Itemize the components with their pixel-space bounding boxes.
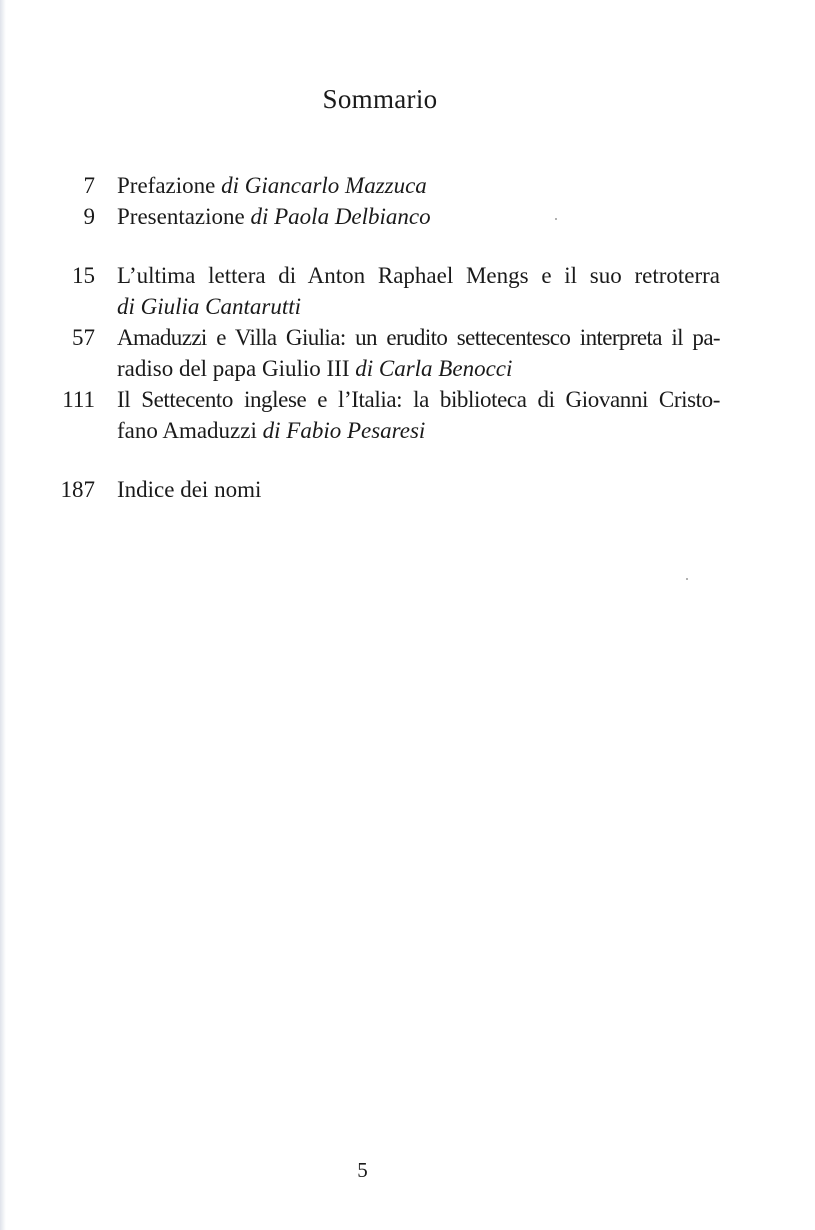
toc-title: Amaduzzi e Villa Giulia: un erudito settecentesco interpreta il pa- bbox=[117, 325, 720, 350]
toc-title: Il Settecento inglese e l’Italia: la biblioteca di Giovanni Cristo- bbox=[117, 387, 720, 412]
toc-line bbox=[117, 201, 720, 232]
page-title: Sommario bbox=[322, 84, 438, 114]
toc-page-number: 7 bbox=[83, 173, 95, 198]
toc-line bbox=[117, 260, 720, 291]
toc-entry-text bbox=[117, 170, 720, 201]
toc-author: di Giancarlo Mazzuca bbox=[221, 173, 427, 198]
toc-page-number: 187 bbox=[60, 477, 95, 502]
toc-line bbox=[117, 170, 720, 201]
toc-line bbox=[117, 322, 720, 353]
toc-author: di Paola Delbianco bbox=[250, 204, 431, 229]
section-gap bbox=[40, 446, 720, 474]
toc-line bbox=[117, 353, 720, 384]
section-gap bbox=[40, 232, 720, 260]
toc-page-number: 15 bbox=[72, 263, 95, 288]
toc-entry-mengs bbox=[40, 260, 720, 322]
toc-line bbox=[117, 415, 720, 446]
toc-page-number: 9 bbox=[83, 204, 95, 229]
toc-page-number: 111 bbox=[62, 387, 95, 412]
toc-title: radiso del papa Giulio III bbox=[117, 356, 356, 381]
toc-entry-text bbox=[117, 201, 720, 232]
toc-page-number: 57 bbox=[72, 325, 95, 350]
toc-title: Prefazione bbox=[117, 173, 222, 198]
toc-title: fano Amaduzzi bbox=[117, 418, 263, 443]
toc-title: Presentazione bbox=[117, 204, 251, 229]
toc-title: Indice dei nomi bbox=[117, 477, 262, 502]
toc-entry-indice bbox=[40, 474, 720, 505]
toc-line bbox=[117, 384, 720, 415]
toc-author: di Fabio Pesaresi bbox=[262, 418, 426, 443]
page-number: 5 bbox=[357, 1158, 368, 1182]
toc-author: di Carla Benocci bbox=[355, 356, 513, 381]
toc-entry-settecento-inglese bbox=[40, 384, 720, 446]
toc-entry-text bbox=[117, 260, 720, 322]
paper-speck bbox=[555, 218, 557, 220]
toc-author: di Giulia Cantarutti bbox=[117, 294, 302, 319]
toc-entry-villa-giulia bbox=[40, 322, 720, 384]
toc-line bbox=[117, 474, 720, 505]
toc-entry-text bbox=[117, 322, 720, 384]
paper-speck bbox=[686, 578, 688, 580]
toc-entry-text bbox=[117, 474, 720, 505]
toc-entry-text bbox=[117, 384, 720, 446]
toc-title: L’ultima lettera di Anton Raphael Mengs e il suo retroterra bbox=[117, 263, 720, 288]
toc-entry-presentazione bbox=[40, 201, 720, 232]
page-edge-shadow bbox=[0, 0, 6, 1230]
toc-line bbox=[117, 291, 720, 322]
table-of-contents bbox=[40, 170, 720, 505]
toc-entry-prefazione bbox=[40, 170, 720, 201]
